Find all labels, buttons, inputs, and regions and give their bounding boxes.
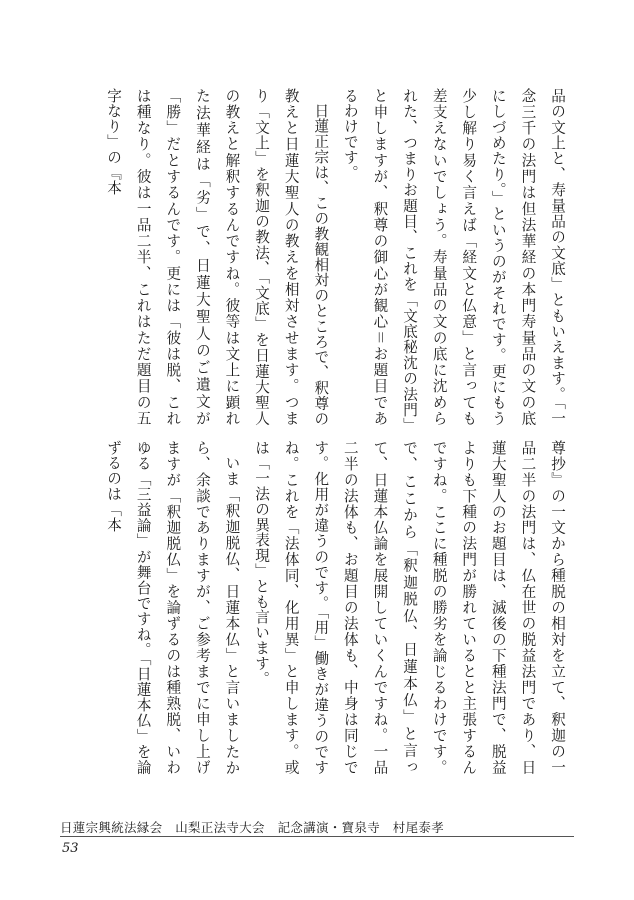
page-number: 53 bbox=[62, 841, 79, 856]
upper-text-block bbox=[76, 88, 572, 426]
running-title: 日蓮宗興統法縁会 山梨正法寺大会 記念講演・寶泉寺 村尾泰孝 bbox=[60, 820, 445, 835]
upper-paragraph-1: 品の文上と、寿量品の文底」ともいえます。「一念三千の法門は但法華経の本門寿量品の文の底にしづめたり。」というのがそれです。更にもう少し解り易く言えば「経文と仏意」と言っても差支えないでしょう。寿量品の文の底に沈められた、つまりお題目、これを「文底秘沈の法門」と申しますが、釈尊の御心が観心＝お題目であるわけです。 bbox=[341, 88, 566, 426]
lower-paragraph-2: いま「釈迦脱仏、日蓮本仏」と言いましたから、余談でありますが、ご参考までに申し上げますが「釈迦脱仏」を論ずるのは種熟脱、いわゆる「三益論」が舞台ですね。「日蓮本仏」を論ずるのは「本 bbox=[105, 440, 241, 775]
footer-divider bbox=[60, 836, 574, 837]
upper-paragraph-2: 日蓮正宗は、この教観相対のところで、釈尊の教えと日蓮大聖人の教えを相対させます。つまり「文上」を釈迦の教法、「文底」を日蓮大聖人の教えと解釈するんですね。彼等は文上に顕れた法華経は「劣」で、日蓮大聖人のご遺文が「勝」だとするんです。更には「彼は脱、これは種なり。彼は一品二半、これはただ題目の五字なり」の『本 bbox=[105, 88, 330, 426]
lower-paragraph-1: 尊抄』の一文から種脱の相対を立て、釈迦の一品二半の法門は、仏在世の脱益法門であり、日蓮大聖人のお題目は、滅後の下種法門で、脱益よりも下種の法門が勝れているとと主張するんですね。ここに種脱の勝劣を論じるわけです。で、ここから「釈迦脱仏、日蓮本仏」と言って、日蓮本仏論を展開していくんですね。一品二半の法体も、お題目の法体も、中身は同じです。化用が違うのです。「用」働きが違うのですね。これを「法体同、化用異」と申します。或は「一法の異表現」とも言います。 bbox=[253, 440, 566, 775]
lower-text-block bbox=[76, 440, 572, 775]
